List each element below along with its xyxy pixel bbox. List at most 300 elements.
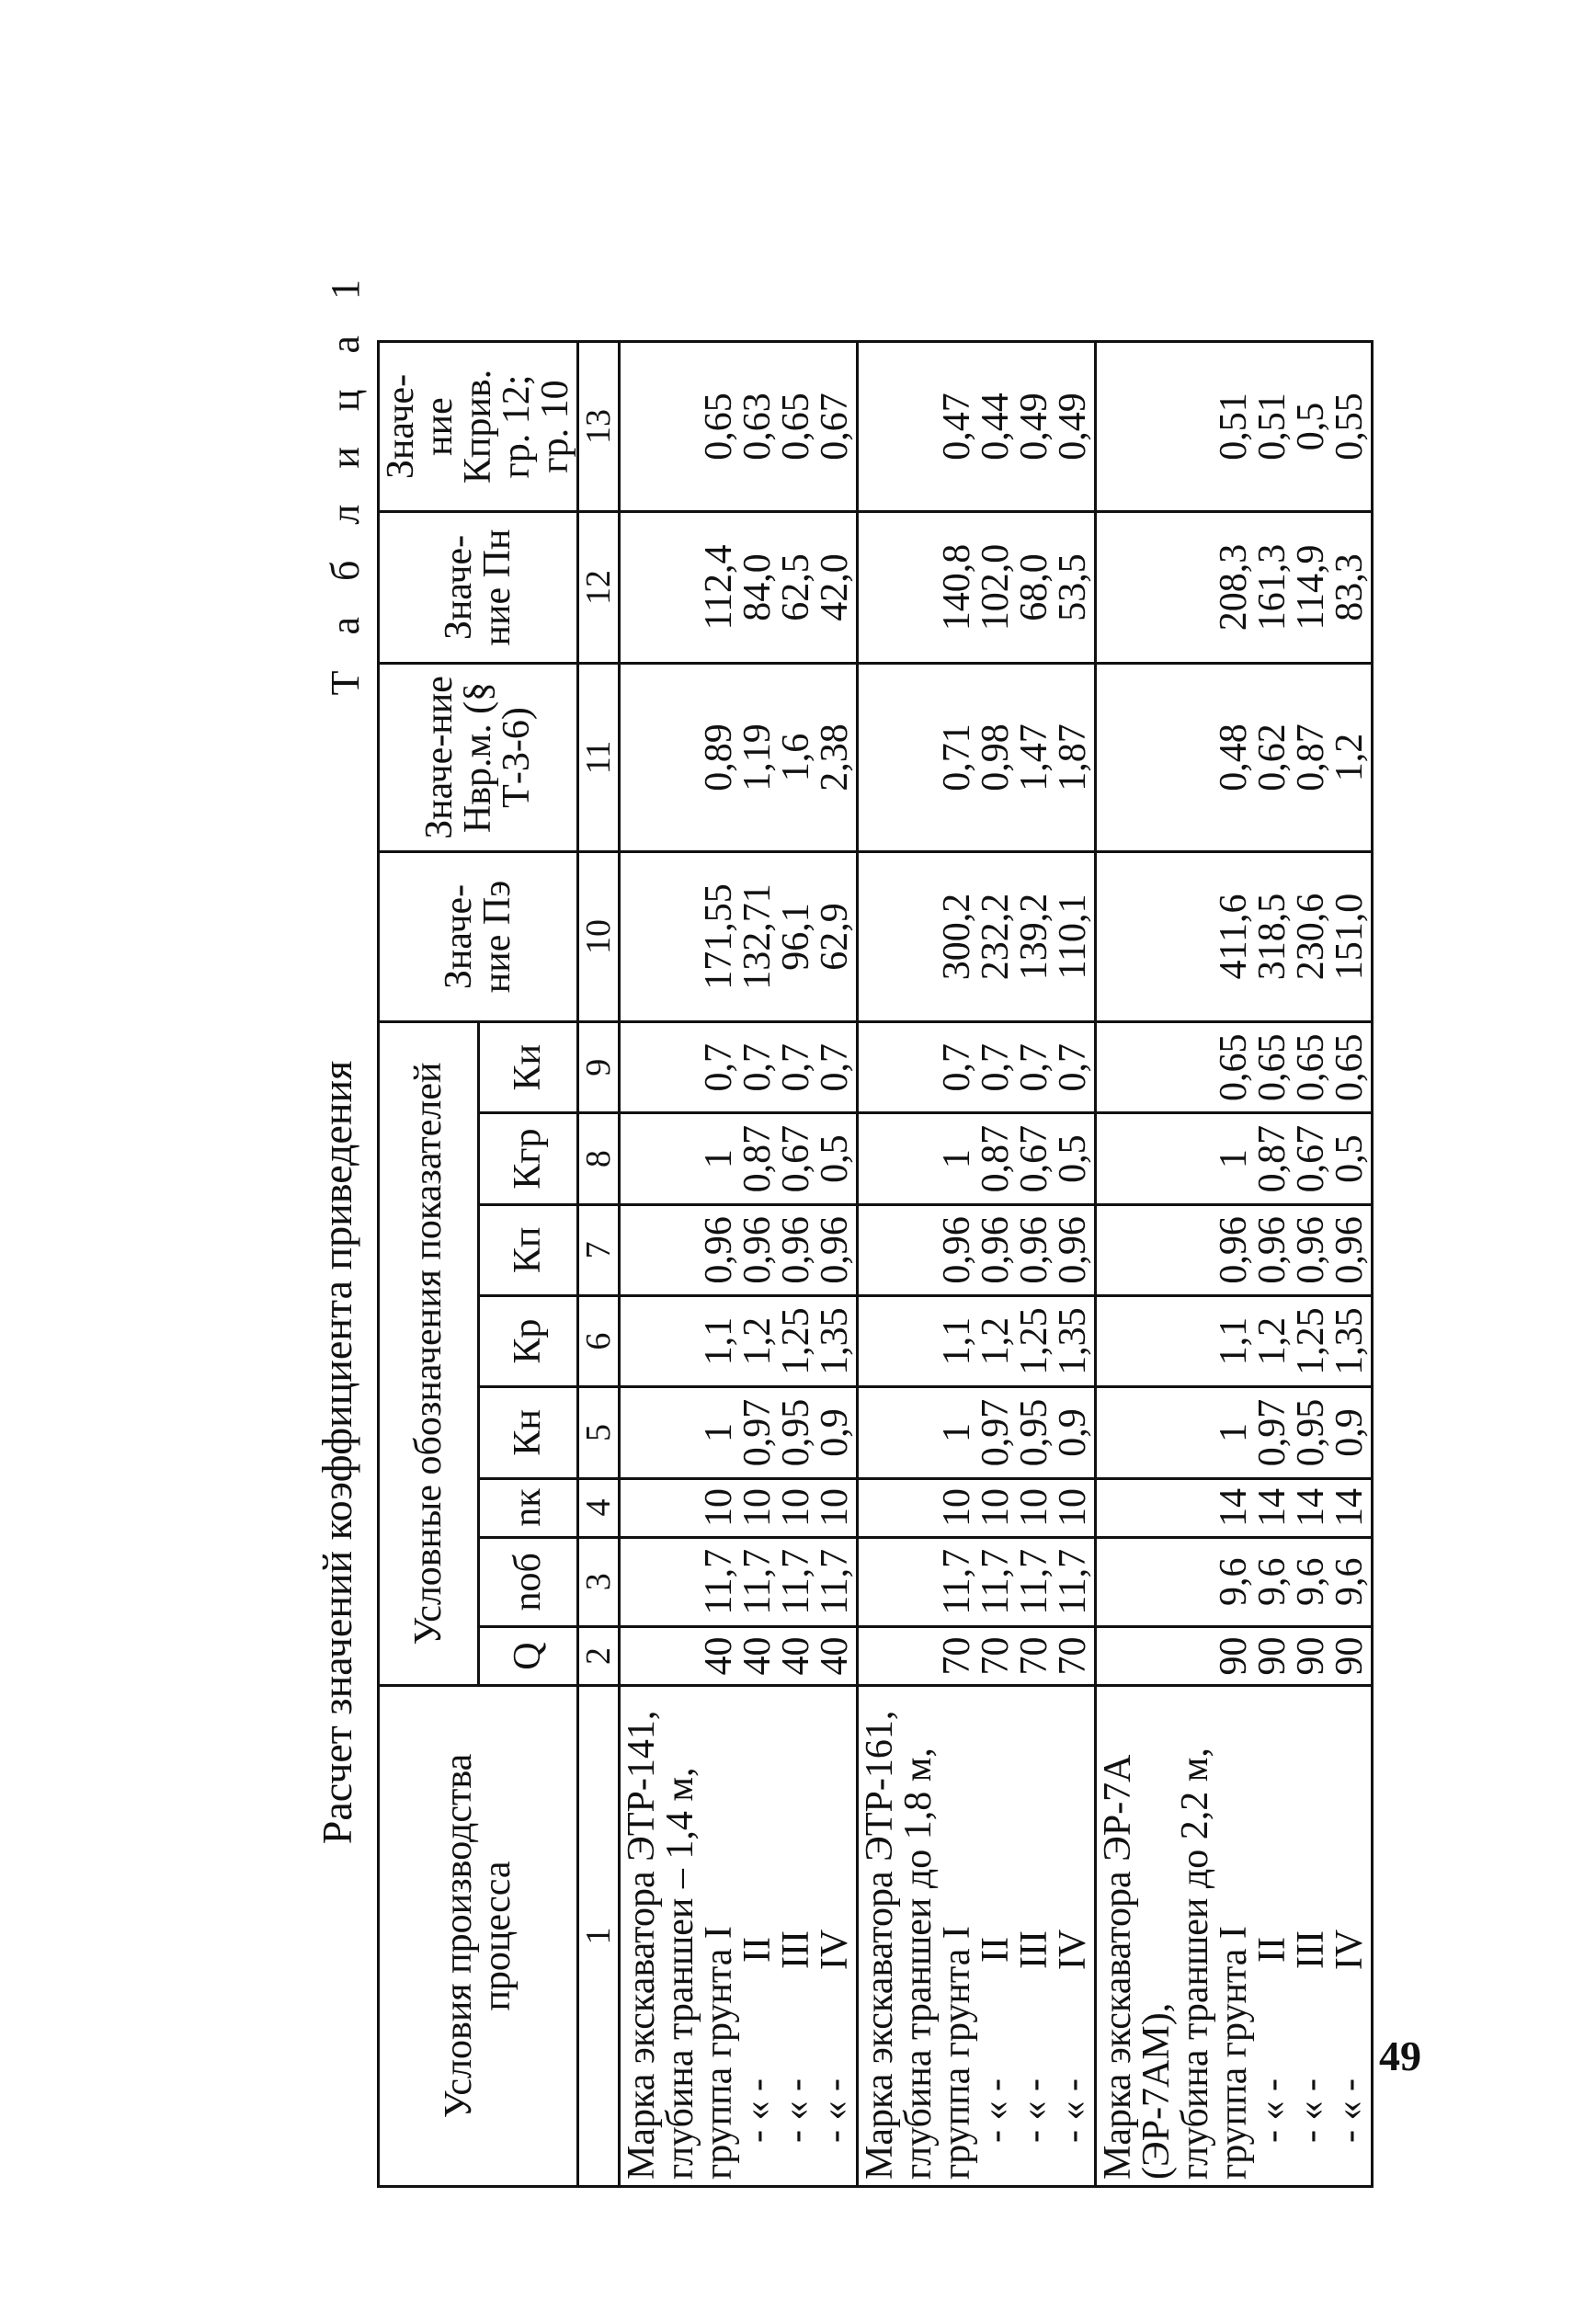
values-nob bbox=[858, 1537, 1096, 1627]
value-nvr: 0,48 bbox=[1213, 723, 1255, 791]
spacer bbox=[1176, 348, 1214, 505]
value-nk: 10 bbox=[1052, 1488, 1094, 1528]
spacer bbox=[1099, 1029, 1137, 1106]
value-kr: 1,1 bbox=[1213, 1316, 1255, 1366]
value-kr: 1,2 bbox=[736, 1316, 779, 1366]
value-nk: 10 bbox=[975, 1488, 1017, 1528]
value-nvr: 1,19 bbox=[736, 723, 779, 791]
spacer bbox=[861, 670, 899, 845]
value-nob: 11,7 bbox=[736, 1548, 779, 1615]
spacer bbox=[861, 1029, 899, 1106]
values-kpriv bbox=[620, 342, 858, 512]
value-kgr: 0,67 bbox=[1013, 1124, 1055, 1193]
value-kr: 1,25 bbox=[775, 1307, 817, 1375]
value-kpriv: 0,51 bbox=[1213, 393, 1255, 461]
value-kn: 1 bbox=[1213, 1422, 1255, 1442]
value-kn: 0,9 bbox=[814, 1408, 856, 1457]
spacer bbox=[899, 1394, 938, 1471]
value-kr: 1,1 bbox=[936, 1316, 978, 1366]
value-kp: 0,96 bbox=[1328, 1216, 1371, 1284]
value-pe: 139,2 bbox=[1013, 893, 1055, 981]
value-pn: 112,4 bbox=[698, 544, 740, 631]
value-q: 40 bbox=[814, 1636, 856, 1676]
values-kp bbox=[858, 1204, 1096, 1295]
value-pe: 318,5 bbox=[1251, 893, 1294, 981]
spacer bbox=[861, 1212, 899, 1289]
spacer bbox=[861, 348, 899, 505]
spacer bbox=[1176, 1029, 1214, 1106]
condition-title-line: глубина траншеи до 2,2 м, bbox=[1174, 1748, 1216, 2180]
spacer bbox=[1176, 1212, 1214, 1289]
value-kp: 0,96 bbox=[698, 1216, 740, 1284]
value-ki: 0,65 bbox=[1251, 1033, 1294, 1101]
value-kr: 1,25 bbox=[1013, 1307, 1055, 1375]
value-ki: 0,7 bbox=[975, 1042, 1017, 1092]
spacer bbox=[1137, 1303, 1176, 1380]
ditto-mark: - « - bbox=[975, 2078, 1017, 2143]
spacer bbox=[661, 1212, 700, 1289]
values-nvr bbox=[1096, 664, 1373, 852]
colnum: 9 bbox=[578, 1022, 620, 1113]
value-kp: 0,96 bbox=[1052, 1216, 1094, 1284]
soil-group: IV bbox=[1328, 1929, 1371, 1971]
value-nk: 10 bbox=[698, 1488, 740, 1528]
spacer bbox=[661, 1634, 700, 1679]
value-kpriv: 0,67 bbox=[814, 393, 856, 461]
value-kgr: 1 bbox=[698, 1149, 740, 1169]
spacer bbox=[899, 1486, 938, 1531]
value-pn: 42,0 bbox=[814, 553, 856, 621]
value-nk: 10 bbox=[1013, 1488, 1055, 1528]
spacer bbox=[1176, 518, 1214, 656]
spacer bbox=[1099, 1634, 1137, 1679]
spacer bbox=[661, 1303, 700, 1380]
value-pn: 83,3 bbox=[1328, 553, 1371, 621]
spacer bbox=[622, 518, 661, 656]
value-q: 40 bbox=[775, 1636, 817, 1676]
table-title: Расчет значений коэффициента приведения bbox=[314, 1060, 360, 1845]
value-kr: 1,2 bbox=[1251, 1316, 1294, 1366]
header-nob: nоб bbox=[478, 1537, 578, 1627]
value-nob: 11,7 bbox=[975, 1548, 1017, 1615]
condition-sub-row bbox=[1330, 1692, 1369, 2180]
header-pn: Значе-ние Пн bbox=[379, 512, 578, 664]
value-nvr: 0,89 bbox=[698, 723, 740, 791]
value-kgr: 0,5 bbox=[814, 1134, 856, 1183]
spacer bbox=[661, 670, 700, 845]
header-kr: Кр bbox=[478, 1296, 578, 1387]
spacer bbox=[899, 1120, 938, 1197]
values-pe bbox=[620, 852, 858, 1022]
condition-title-line: (ЭР-7АМ), bbox=[1135, 2002, 1178, 2180]
values-nk bbox=[1096, 1478, 1373, 1537]
value-nvr: 0,62 bbox=[1251, 723, 1294, 791]
header-kn: Кн bbox=[478, 1387, 578, 1478]
spacer bbox=[1176, 1120, 1214, 1197]
spacer bbox=[622, 859, 661, 1015]
spacer bbox=[622, 1544, 661, 1621]
coefficient-table bbox=[377, 340, 1374, 2188]
spacer bbox=[1176, 670, 1214, 845]
value-nk: 10 bbox=[775, 1488, 817, 1528]
value-pe: 411,6 bbox=[1213, 894, 1255, 980]
value-kn: 0,95 bbox=[1290, 1398, 1332, 1467]
spacer bbox=[661, 1486, 700, 1531]
value-pe: 230,6 bbox=[1290, 893, 1332, 981]
value-nob: 11,7 bbox=[1013, 1548, 1055, 1615]
values-kn bbox=[1096, 1387, 1373, 1478]
value-kpriv: 0,47 bbox=[936, 393, 978, 461]
value-q: 40 bbox=[736, 1636, 779, 1676]
group-row bbox=[1096, 342, 1373, 2187]
values-nob bbox=[620, 1537, 858, 1627]
value-ki: 0,65 bbox=[1328, 1033, 1371, 1101]
ditto-mark: - « - bbox=[1251, 2078, 1294, 2143]
value-kp: 0,96 bbox=[975, 1216, 1017, 1284]
condition-title-line: группа грунта I bbox=[698, 1926, 740, 2180]
values-kgr bbox=[1096, 1113, 1373, 1204]
condition-sub-row bbox=[1253, 1692, 1292, 2180]
spacer bbox=[1099, 1303, 1137, 1380]
values-kp bbox=[1096, 1204, 1373, 1295]
page-number: 49 bbox=[1379, 2032, 1421, 2079]
spacer bbox=[1137, 518, 1176, 656]
soil-group: II bbox=[1251, 1937, 1294, 1963]
value-q: 70 bbox=[1013, 1636, 1055, 1676]
value-nk: 10 bbox=[736, 1488, 779, 1528]
spacer bbox=[661, 1029, 700, 1106]
value-pe: 300,2 bbox=[936, 893, 978, 981]
value-ki: 0,7 bbox=[814, 1042, 856, 1092]
value-nob: 11,7 bbox=[1052, 1548, 1094, 1615]
value-kpriv: 0,55 bbox=[1328, 393, 1371, 461]
header-kp: Кп bbox=[478, 1204, 578, 1295]
values-nob bbox=[1096, 1537, 1373, 1627]
condition-title-line: глубина траншеи – 1,4 м, bbox=[659, 1767, 701, 2180]
value-ki: 0,7 bbox=[1052, 1042, 1094, 1092]
value-kn: 0,9 bbox=[1328, 1408, 1371, 1457]
value-kn: 0,97 bbox=[1251, 1398, 1294, 1467]
spacer bbox=[1099, 1486, 1137, 1531]
colnum: 12 bbox=[578, 512, 620, 664]
condition-title-line: Марка экскаватора ЭТР-161, bbox=[859, 1710, 901, 2180]
values-kpriv bbox=[858, 342, 1096, 512]
values-kr bbox=[858, 1296, 1096, 1387]
table-label: Т а б л и ц а 1 bbox=[323, 267, 368, 696]
soil-group: III bbox=[1013, 1930, 1055, 1969]
colnum: 8 bbox=[578, 1113, 620, 1204]
value-kn: 0,95 bbox=[1013, 1398, 1055, 1467]
spacer bbox=[1176, 1634, 1214, 1679]
value-kgr: 1 bbox=[936, 1149, 978, 1169]
values-pe bbox=[1096, 852, 1373, 1022]
column-number-row bbox=[578, 342, 620, 2187]
spacer bbox=[1176, 859, 1214, 1015]
value-nvr: 1,47 bbox=[1013, 723, 1055, 791]
spacer bbox=[899, 1303, 938, 1380]
values-q bbox=[1096, 1627, 1373, 1686]
values-kr bbox=[620, 1296, 858, 1387]
values-kp bbox=[620, 1204, 858, 1295]
values-ki bbox=[1096, 1022, 1373, 1113]
spacer bbox=[899, 670, 938, 845]
spacer bbox=[1176, 1394, 1214, 1471]
values-ki bbox=[620, 1022, 858, 1113]
value-pn: 68,0 bbox=[1013, 553, 1055, 621]
value-kgr: 0,87 bbox=[1251, 1124, 1294, 1193]
value-ki: 0,65 bbox=[1213, 1033, 1255, 1101]
value-kp: 0,96 bbox=[775, 1216, 817, 1284]
values-ki bbox=[858, 1022, 1096, 1113]
colnum: 2 bbox=[578, 1627, 620, 1686]
value-nvr: 1,87 bbox=[1052, 723, 1094, 791]
group-row bbox=[620, 342, 858, 2187]
spacer bbox=[861, 1486, 899, 1531]
value-nob: 9,6 bbox=[1290, 1557, 1332, 1607]
spacer bbox=[622, 670, 661, 845]
value-pe: 132,71 bbox=[736, 883, 779, 990]
soil-group: II bbox=[736, 1937, 779, 1963]
spacer bbox=[661, 1544, 700, 1621]
spacer bbox=[1137, 1544, 1176, 1621]
spacer bbox=[861, 859, 899, 1015]
value-kn: 1 bbox=[698, 1422, 740, 1442]
value-q: 90 bbox=[1290, 1636, 1332, 1676]
value-q: 70 bbox=[936, 1636, 978, 1676]
spacer bbox=[861, 1303, 899, 1380]
value-pe: 171,55 bbox=[698, 883, 740, 990]
values-q bbox=[620, 1627, 858, 1686]
ditto-mark: - « - bbox=[1328, 2078, 1371, 2143]
value-pn: 140,8 bbox=[936, 543, 978, 632]
table-body bbox=[620, 342, 1373, 2187]
value-kpriv: 0,49 bbox=[1052, 393, 1094, 461]
header-symbols-group: Условные обозначения показателей bbox=[379, 1022, 479, 1686]
value-kn: 0,97 bbox=[736, 1398, 779, 1467]
value-ki: 0,7 bbox=[936, 1042, 978, 1092]
header-kgr: Кгр bbox=[478, 1113, 578, 1204]
value-nob: 9,6 bbox=[1213, 1557, 1255, 1607]
spacer bbox=[622, 1029, 661, 1106]
value-kpriv: 0,5 bbox=[1290, 402, 1332, 451]
spacer bbox=[622, 348, 661, 505]
header-q: Q bbox=[478, 1627, 578, 1686]
header-ki: Ки bbox=[478, 1022, 578, 1113]
value-pn: 102,0 bbox=[975, 543, 1017, 632]
condition-title-line: группа грунта I bbox=[1213, 1926, 1255, 2180]
value-nob: 11,7 bbox=[775, 1548, 817, 1615]
value-nk: 10 bbox=[936, 1488, 978, 1528]
colnum: 3 bbox=[578, 1537, 620, 1627]
values-pn bbox=[1096, 512, 1373, 664]
spacer bbox=[1137, 348, 1176, 505]
value-pe: 110,1 bbox=[1052, 894, 1094, 980]
value-kpriv: 0,65 bbox=[775, 393, 817, 461]
colnum: 11 bbox=[578, 664, 620, 852]
value-pn: 84,0 bbox=[736, 553, 779, 621]
value-nk: 10 bbox=[814, 1488, 856, 1528]
ditto-mark: - « - bbox=[1290, 2078, 1332, 2143]
spacer bbox=[899, 1029, 938, 1106]
condition-title-line: Марка экскаватора ЭР-7А bbox=[1097, 1754, 1139, 2180]
value-pe: 232,2 bbox=[975, 893, 1017, 981]
value-pe: 96,1 bbox=[775, 903, 817, 971]
values-kn bbox=[858, 1387, 1096, 1478]
spacer bbox=[1176, 1486, 1214, 1531]
header-row-1 bbox=[379, 342, 479, 2187]
values-nvr bbox=[620, 664, 858, 852]
header-nk: nк bbox=[478, 1478, 578, 1537]
ditto-mark: - « - bbox=[775, 2078, 817, 2143]
value-nob: 9,6 bbox=[1328, 1557, 1371, 1607]
value-kr: 1,25 bbox=[1290, 1307, 1332, 1375]
value-nob: 11,7 bbox=[698, 1548, 740, 1615]
soil-group: III bbox=[775, 1930, 817, 1969]
value-pe: 151,0 bbox=[1328, 893, 1371, 981]
spacer bbox=[1099, 1394, 1137, 1471]
spacer bbox=[1099, 1120, 1137, 1197]
value-q: 70 bbox=[975, 1636, 1017, 1676]
spacer bbox=[861, 1544, 899, 1621]
spacer bbox=[861, 1634, 899, 1679]
header-pe: Значе-ние Пэ bbox=[379, 852, 578, 1022]
condition-sub-row bbox=[976, 1692, 1015, 2180]
value-ki: 0,7 bbox=[698, 1042, 740, 1092]
header-conditions: Условия производства процесса bbox=[379, 1686, 578, 2187]
colnum: 7 bbox=[578, 1204, 620, 1295]
value-kp: 0,96 bbox=[814, 1216, 856, 1284]
spacer bbox=[622, 1634, 661, 1679]
spacer bbox=[899, 859, 938, 1015]
spacer bbox=[1099, 348, 1137, 505]
value-kp: 0,96 bbox=[1290, 1216, 1332, 1284]
condition-title-line: глубина траншеи до 1,8 м, bbox=[897, 1748, 940, 2180]
value-nk: 14 bbox=[1328, 1488, 1371, 1528]
value-q: 40 bbox=[698, 1636, 740, 1676]
spacer bbox=[861, 1120, 899, 1197]
value-q: 90 bbox=[1251, 1636, 1294, 1676]
spacer bbox=[1099, 1212, 1137, 1289]
value-kp: 0,96 bbox=[1013, 1216, 1055, 1284]
values-nk bbox=[858, 1478, 1096, 1537]
value-kp: 0,96 bbox=[1251, 1216, 1294, 1284]
spacer bbox=[1099, 1544, 1137, 1621]
condition-sub-row bbox=[815, 1692, 854, 2180]
spacer bbox=[622, 1212, 661, 1289]
ditto-mark: - « - bbox=[736, 2078, 779, 2143]
values-q bbox=[858, 1627, 1096, 1686]
value-kgr: 0,67 bbox=[1290, 1124, 1332, 1193]
spacer bbox=[1137, 1486, 1176, 1531]
value-pn: 208,3 bbox=[1213, 543, 1255, 632]
values-pe bbox=[858, 852, 1096, 1022]
spacer bbox=[1099, 859, 1137, 1015]
soil-group: IV bbox=[814, 1929, 856, 1971]
condition-sub-row bbox=[777, 1692, 815, 2180]
spacer bbox=[1137, 1212, 1176, 1289]
spacer bbox=[861, 518, 899, 656]
spacer bbox=[1137, 1634, 1176, 1679]
value-pn: 161,3 bbox=[1251, 543, 1294, 632]
values-nk bbox=[620, 1478, 858, 1537]
value-kpriv: 0,65 bbox=[698, 393, 740, 461]
ditto-mark: - « - bbox=[1013, 2078, 1055, 2143]
spacer bbox=[1099, 670, 1137, 845]
value-q: 70 bbox=[1052, 1636, 1094, 1676]
values-nvr bbox=[858, 664, 1096, 852]
spacer bbox=[661, 1394, 700, 1471]
value-kpriv: 0,51 bbox=[1251, 393, 1294, 461]
value-kgr: 0,5 bbox=[1052, 1134, 1094, 1183]
spacer bbox=[1176, 1303, 1214, 1380]
condition-sub-row bbox=[738, 1692, 777, 2180]
header-kpriv: Значе-ние Кприв. гр. 12; гр. 10 bbox=[379, 342, 578, 512]
spacer bbox=[1137, 859, 1176, 1015]
spacer bbox=[661, 348, 700, 505]
values-kn bbox=[620, 1387, 858, 1478]
value-kn: 0,97 bbox=[975, 1398, 1017, 1467]
values-kr bbox=[1096, 1296, 1373, 1387]
value-kr: 1,35 bbox=[814, 1307, 856, 1375]
value-pn: 62,5 bbox=[775, 553, 817, 621]
condition-sub-row bbox=[1054, 1692, 1092, 2180]
value-kgr: 0,87 bbox=[975, 1124, 1017, 1193]
value-nob: 11,7 bbox=[936, 1548, 978, 1615]
spacer bbox=[899, 1634, 938, 1679]
group-conditions-cell bbox=[1096, 1686, 1373, 2187]
spacer bbox=[661, 859, 700, 1015]
spacer bbox=[661, 1120, 700, 1197]
header-nvr: Значе-ние Нвр.м. (§ Т-3-6) bbox=[379, 664, 578, 852]
value-kpriv: 0,49 bbox=[1013, 393, 1055, 461]
values-pn bbox=[858, 512, 1096, 664]
value-kr: 1,35 bbox=[1328, 1307, 1371, 1375]
spacer bbox=[1099, 518, 1137, 656]
value-nvr: 0,71 bbox=[936, 723, 978, 791]
spacer bbox=[622, 1303, 661, 1380]
value-kn: 0,95 bbox=[775, 1398, 817, 1467]
spacer bbox=[1137, 1120, 1176, 1197]
rotated-page-content bbox=[313, 202, 1416, 2261]
condition-sub-row bbox=[1015, 1692, 1054, 2180]
colnum: 10 bbox=[578, 852, 620, 1022]
spacer bbox=[622, 1394, 661, 1471]
value-kgr: 1 bbox=[1213, 1149, 1255, 1169]
condition-title-line: группа грунта I bbox=[936, 1926, 978, 2180]
group-row bbox=[858, 342, 1096, 2187]
spacer bbox=[899, 518, 938, 656]
spacer bbox=[899, 348, 938, 505]
value-kr: 1,35 bbox=[1052, 1307, 1094, 1375]
value-ki: 0,7 bbox=[1013, 1042, 1055, 1092]
value-kr: 1,2 bbox=[975, 1316, 1017, 1366]
value-q: 90 bbox=[1213, 1636, 1255, 1676]
value-nvr: 2,38 bbox=[814, 723, 856, 791]
value-kp: 0,96 bbox=[736, 1216, 779, 1284]
group-conditions-cell bbox=[858, 1686, 1096, 2187]
soil-group: II bbox=[975, 1937, 1017, 1963]
value-nob: 9,6 bbox=[1251, 1557, 1294, 1607]
value-ki: 0,65 bbox=[1290, 1033, 1332, 1101]
colnum: 4 bbox=[578, 1478, 620, 1537]
value-ki: 0,7 bbox=[775, 1042, 817, 1092]
value-nvr: 0,87 bbox=[1290, 723, 1332, 791]
value-kr: 1,1 bbox=[698, 1316, 740, 1366]
colnum: 1 bbox=[578, 1686, 620, 2187]
value-nvr: 0,98 bbox=[975, 723, 1017, 791]
value-nk: 14 bbox=[1251, 1488, 1294, 1528]
values-pn bbox=[620, 512, 858, 664]
